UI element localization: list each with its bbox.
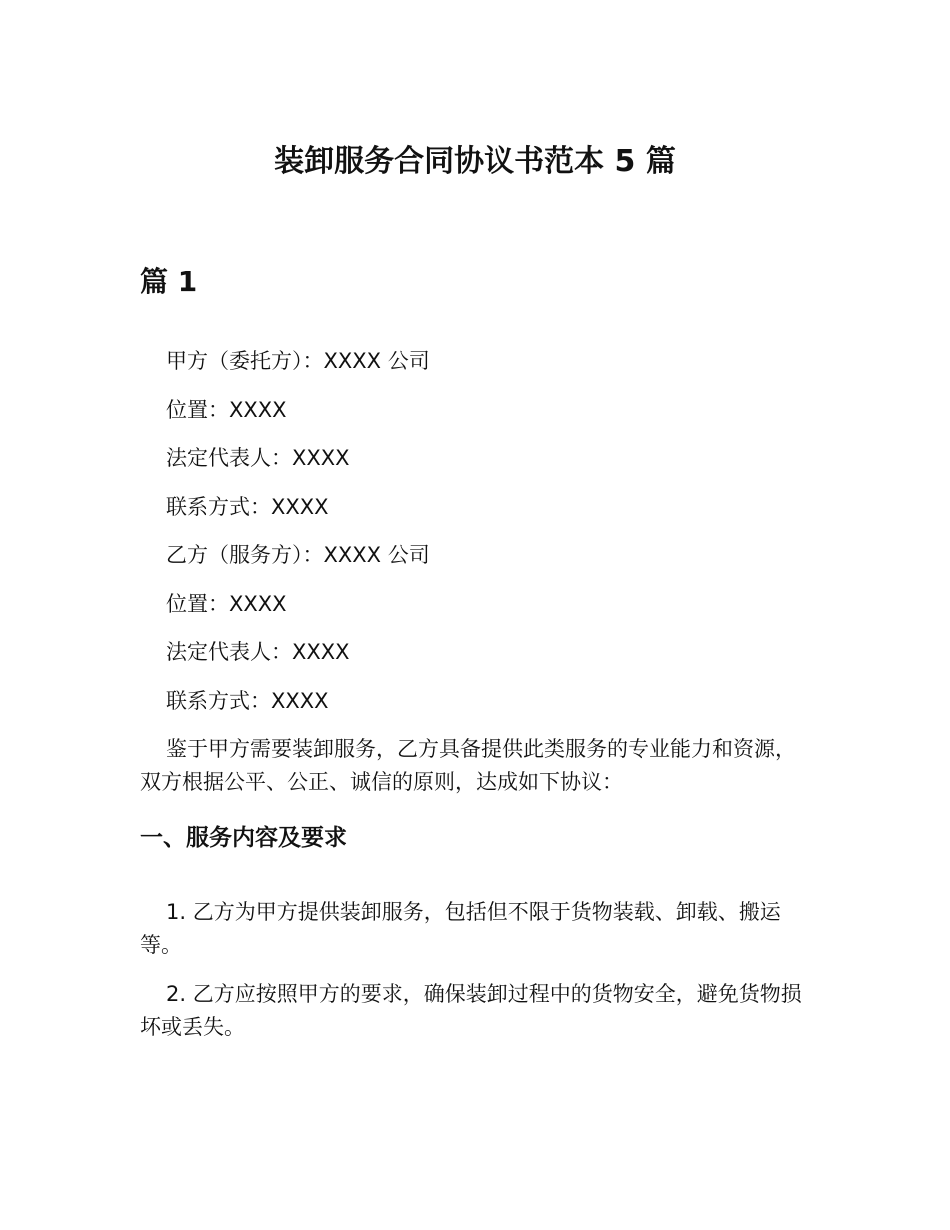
clause-1-paragraph bbox=[140, 896, 805, 962]
document-title: 装卸服务合同协议书范本 5 篇 bbox=[274, 144, 676, 179]
party-b-contact: 联系方式：XXXX bbox=[166, 689, 329, 713]
party-b-line: 乙方（服务方）：XXXX 公司 bbox=[166, 543, 430, 567]
party-a-contact: 联系方式：XXXX bbox=[166, 495, 329, 519]
preamble-text: 鉴于甲方需要装卸服务，乙方具备提供此类服务的专业能力和资源，双方根据公平、公正、诚信的原则，达成如下协议： bbox=[140, 737, 796, 794]
preamble-paragraph bbox=[140, 733, 805, 799]
party-a-line: 甲方（委托方）：XXXX 公司 bbox=[166, 349, 430, 373]
clause-2-paragraph bbox=[140, 978, 805, 1044]
party-b-address: 位置：XXXX bbox=[166, 592, 287, 616]
clause-1-text: 1. 乙方为甲方提供装卸服务，包括但不限于货物装载、卸载、搬运等。 bbox=[140, 900, 781, 957]
party-a-representative: 法定代表人：XXXX bbox=[166, 446, 350, 470]
service-content-heading: 一、服务内容及要求 bbox=[140, 825, 347, 851]
party-b-representative: 法定代表人：XXXX bbox=[166, 640, 350, 664]
clause-2-text: 2. 乙方应按照甲方的要求，确保装卸过程中的货物安全，避免货物损坏或丢失。 bbox=[140, 982, 802, 1039]
party-a-address: 位置：XXXX bbox=[166, 398, 287, 422]
section-title: 篇 1 bbox=[140, 265, 198, 298]
